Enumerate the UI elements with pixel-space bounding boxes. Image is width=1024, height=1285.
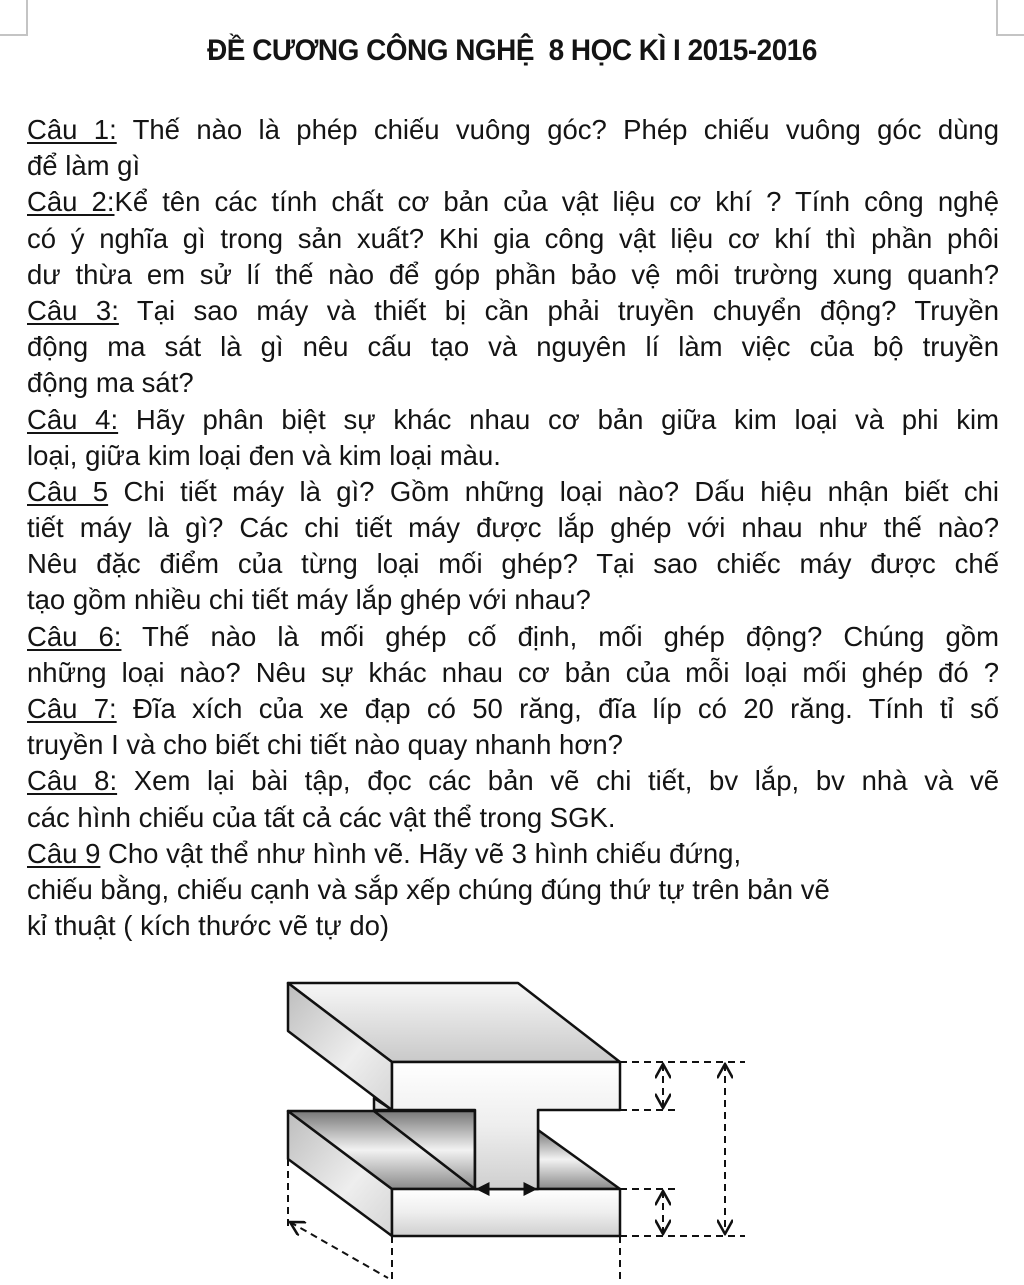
question-1-line-2: để làm gì (27, 150, 141, 182)
question-4-line-1: Câu 4: Hãy phân biệt sự khác nhau cơ bản giữa kim loại và phi kim (27, 403, 1000, 435)
question-2-label: Câu 2: (27, 186, 115, 218)
question-8-line-1: Câu 8: Xem lại bài tập, đọc các bản vẽ chi tiết, bv lắp, bv nhà và vẽ (27, 765, 999, 797)
question-2-line-3: dư thừa em sử lí thế nào để góp phần bảo vệ môi trường xung quanh? (27, 258, 999, 290)
page-corner-mark-top-left (0, 0, 28, 36)
question-8-line-2: các hình chiếu của tất cả các vật thể trong SGK. (27, 801, 616, 833)
question-5-label: Câu 5 (27, 475, 109, 507)
question-1-line-1: Câu 1: Thế nào là phép chiếu vuông góc? Phép chiếu vuông góc dùng (27, 114, 999, 145)
question-5-line-2: tiết máy là gì? Các chi tiết máy được lắp ghép với nhau như thế nào? (27, 512, 999, 544)
question-4-label: Câu 4: (27, 403, 119, 435)
question-9-line-2: chiếu bằng, chiếu cạnh và sắp xếp chúng đúng thứ tự trên bản vẽ (27, 873, 830, 905)
isometric-object-figure (270, 960, 770, 1280)
question-2-line-1: Câu 2:Kể tên các tính chất cơ bản của vật liệu cơ khí ? Tính công nghệ (27, 186, 999, 218)
question-3-line-1: Câu 3: Tại sao máy và thiết bị cần phải truyền chuyển động? Truyền (27, 294, 1000, 326)
question-6-line-2: những loại nào? Nêu sự khác nhau cơ bản của mỗi loại mối ghép đó ? (27, 656, 999, 688)
question-6-line-1: Câu 6: Thế nào là mối ghép cố định, mối ghép động? Chúng gồm (27, 620, 999, 652)
question-9-line-1: Câu 9 Cho vật thể như hình vẽ. Hãy vẽ 3 hình chiếu đứng, (27, 837, 742, 869)
question-6-label: Câu 6: (27, 620, 122, 652)
bottom-base (288, 1111, 620, 1236)
question-9-label: Câu 9 (27, 837, 101, 869)
question-1-label: Câu 1: (27, 114, 117, 145)
question-3-label: Câu 3: (27, 294, 119, 326)
question-5-line-1: Câu 5 Chi tiết máy là gì? Gồm những loại nào? Dấu hiệu nhận biết chi (27, 475, 999, 507)
question-7-label: Câu 7: (27, 693, 117, 724)
question-5-line-3: Nêu đặc điểm của từng loại mối ghép? Tại sao chiếc máy được chế (27, 548, 999, 580)
question-5-line-4: tạo gồm nhiều chi tiết máy lắp ghép với nhau? (27, 584, 591, 616)
question-8-label: Câu 8: (27, 765, 118, 797)
question-2-line-2: có ý nghĩa gì trong sản xuất? Khi gia công vật liệu cơ khí thì phần phôi (27, 222, 999, 254)
question-3-line-2: động ma sát là gì nêu cấu tạo và nguyên lí làm việc của bộ truyền (27, 331, 999, 363)
question-9-line-3: kỉ thuật ( kích thước vẽ tự do) (27, 910, 390, 942)
question-3-line-3: động ma sát? (27, 367, 194, 399)
page-corner-mark-top-right (996, 0, 1024, 36)
question-4-line-2: loại, giữa kim loại đen và kim loại màu. (27, 439, 501, 471)
question-list (27, 112, 999, 944)
document-title: ĐỀ CƯƠNG CÔNG NGHỆ 8 HỌC KÌ I 2015-2016 (207, 34, 817, 67)
question-7-line-2: truyền I và cho biết chi tiết nào quay nhanh hơn? (27, 729, 623, 761)
question-7-line-1: Câu 7: Đĩa xích của xe đạp có 50 răng, đĩa líp có 20 răng. Tính tỉ số (27, 693, 999, 724)
